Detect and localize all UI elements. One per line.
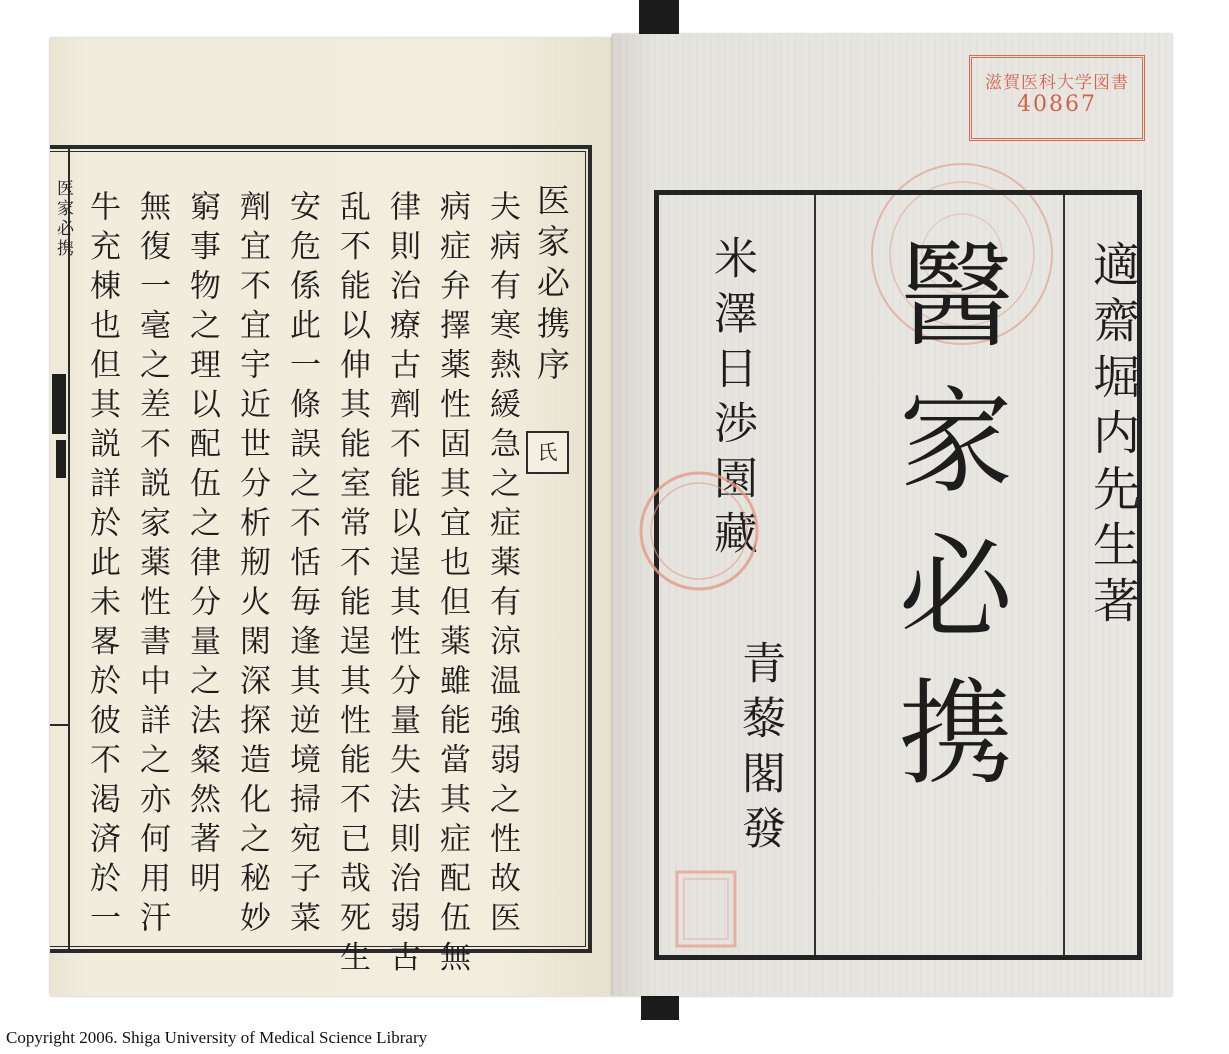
ribbon-bottom: [641, 992, 679, 1020]
label-divider: [814, 195, 816, 955]
preface-column: 安危係此一條誤之不恬毎逢其逆境掃宛子菜: [284, 190, 320, 941]
preface-page: [50, 38, 612, 996]
preface-column: 乱不能以伸其能室常不能逞其性能不已哉死生: [334, 190, 370, 980]
library-stamp: [969, 55, 1145, 141]
author-seal: ⽒: [526, 431, 569, 474]
round-ownership-seal: [634, 466, 764, 596]
square-publisher-seal: [674, 869, 738, 949]
margin-title: 医家必携: [53, 179, 73, 259]
preface-title: 医家必携序: [532, 183, 571, 388]
library-name: 滋賀医科大学図書: [985, 73, 1129, 93]
preface-column: 病症弁擇薬性固其宜也但薬雖能當其症配伍無: [434, 190, 470, 980]
collection-line: 米澤日渉園藏: [706, 235, 757, 565]
preface-column: 夫病有寒熱緩急之症薬有涼温強弱之性故医: [484, 190, 520, 941]
preface-column: 無復一毫之差不説家薬性書中詳之亦何用汗: [134, 190, 170, 941]
preface-column: 窮事物之理以配伍之律分量之法粲然著明: [184, 190, 220, 901]
publisher-line: 青藜閣發: [734, 640, 785, 860]
preface-column: 牛充棟也但其説詳於此未畧於彼不渇済於一: [84, 190, 120, 941]
preface-column: 劑宜不宜宇近世分析剏火閑深探造化之秘妙: [234, 190, 270, 941]
label-divider: [1063, 195, 1065, 955]
book-title: 醫家必携: [880, 235, 1013, 819]
accession-number: 40867: [1017, 92, 1097, 117]
copyright-notice: Copyright 2006. Shiga University of Medical Science Library: [6, 1028, 428, 1047]
cover-page: [612, 34, 1172, 996]
preface-column: 律則治療古劑不能以逞其性分量失法則治弱古: [384, 190, 420, 980]
author-line: 適齋堀内先生著: [1085, 240, 1140, 632]
